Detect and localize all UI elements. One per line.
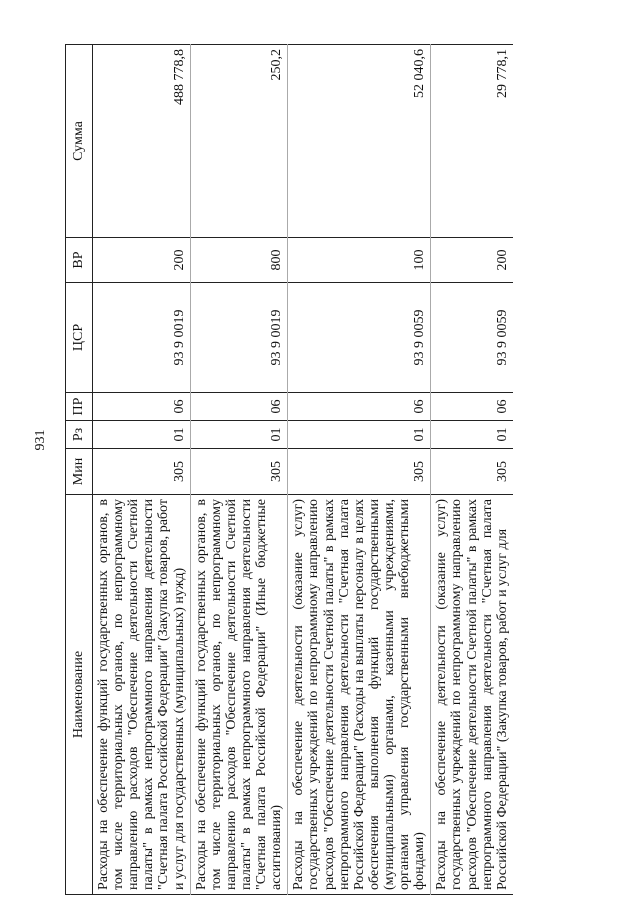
header-vr: ВР <box>66 238 93 283</box>
row-sum: 52 040,6 <box>288 45 431 238</box>
budget-table <box>65 44 513 895</box>
header-min: Мин <box>66 449 93 495</box>
row-min: 305 <box>190 449 288 495</box>
rotated-table-wrapper <box>65 45 605 895</box>
row-min: 305 <box>288 449 431 495</box>
row-csr: 93 9 0059 <box>431 283 513 393</box>
row-pr: 06 <box>288 393 431 421</box>
row-rz: 01 <box>288 421 431 449</box>
table-row <box>431 45 513 895</box>
row-sum: 250,2 <box>190 45 288 238</box>
table-header <box>66 45 93 895</box>
row-vr: 100 <box>288 238 431 283</box>
row-sum: 29 778,1 <box>431 45 513 238</box>
row-min: 305 <box>431 449 513 495</box>
row-rz: 01 <box>93 421 191 449</box>
row-vr: 200 <box>93 238 191 283</box>
row-csr: 93 9 0059 <box>288 283 431 393</box>
row-pr: 06 <box>431 393 513 421</box>
header-rz: Рз <box>66 421 93 449</box>
row-name: Расходы на обеспечение деятельности (оказание услуг) государственных учреждений по непрограммному направлению расходов "Обеспечение деятельности Счетной палаты" в рамках непрограммного направления деятельности "Счетная палата Российской Федерации" (Закупка товаров, работ и услуг для <box>431 495 513 895</box>
header-sum: Сумма <box>66 45 93 238</box>
table-row <box>190 45 288 895</box>
row-csr: 93 9 0019 <box>93 283 191 393</box>
row-rz: 01 <box>190 421 288 449</box>
row-name: Расходы на обеспечение функций государственных органов, в том числе территориальных органов, по непрограммному направлению расходов "Обеспечение деятельности Счетной палаты" в рамках непрограммного направления деятельности "Счетная палата Российской Федерации" (Закупка товаров, работ и услуг для государственных (муниципальных) нужд) <box>93 495 191 895</box>
header-name: Наименование <box>66 495 93 895</box>
row-csr: 93 9 0019 <box>190 283 288 393</box>
page-number: 931 <box>33 429 48 451</box>
header-pr: ПР <box>66 393 93 421</box>
row-vr: 800 <box>190 238 288 283</box>
table-row <box>93 45 191 895</box>
row-pr: 06 <box>190 393 288 421</box>
row-min: 305 <box>93 449 191 495</box>
row-name: Расходы на обеспечение деятельности (оказание услуг) государственных учреждений по непрограммному направлению расходов "Обеспечение деятельности Счетной палаты" в рамках непрограммного направления деятельности "Счетная палата Российской Федерации" (Расходы на выплаты персоналу в целях обеспечения выполнения функций государственными (муниципальными) органами, казенными учреждениями, органами управления государственными внебюджетными фондами) <box>288 495 431 895</box>
row-name: Расходы на обеспечение функций государственных органов, в том числе территориальных органов, по непрограммному направлению расходов "Обеспечение деятельности Счетной палаты" в рамках непрограммного направления деятельности "Счетная палата Российской Федерации" (Иные бюджетные ассигнования) <box>190 495 288 895</box>
table-body <box>93 45 513 895</box>
table-row <box>288 45 431 895</box>
row-rz: 01 <box>431 421 513 449</box>
header-csr: ЦСР <box>66 283 93 393</box>
row-vr: 200 <box>431 238 513 283</box>
header-row <box>66 45 93 895</box>
row-sum: 488 778,8 <box>93 45 191 238</box>
row-pr: 06 <box>93 393 191 421</box>
